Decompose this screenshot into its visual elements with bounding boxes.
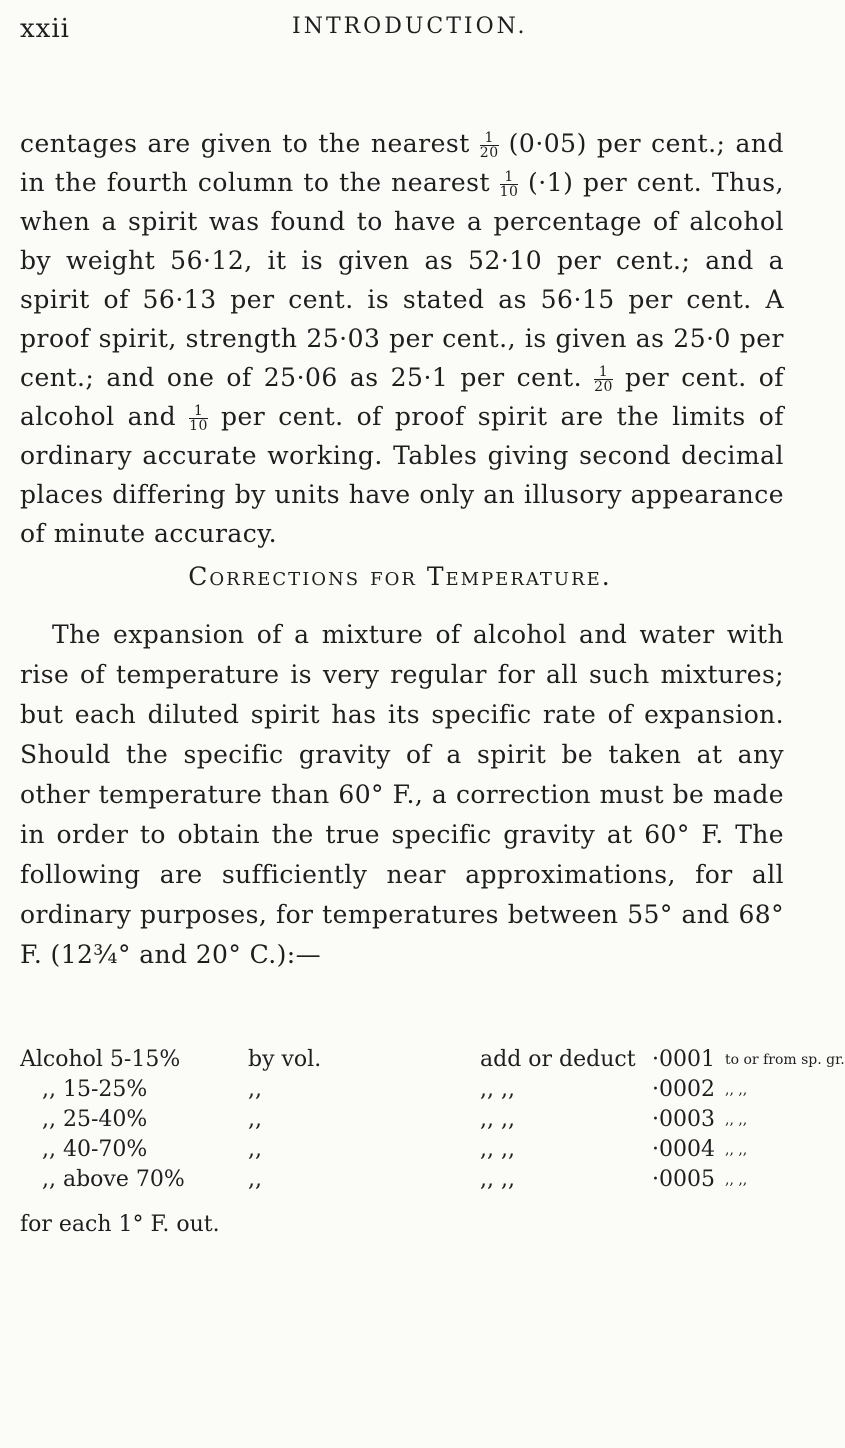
corrections-table: [20, 1045, 845, 1195]
para1-text-4: per cent. of alcohol and: [20, 363, 784, 431]
alcohol-range: Alcohol 5-15%: [20, 1047, 181, 1072]
measure-basis: by vol.: [248, 1047, 322, 1072]
correction-value: ·0003: [652, 1107, 715, 1132]
table-row: [20, 1045, 845, 1075]
correction-action: add or deduct: [480, 1047, 636, 1072]
correction-value: ·0005: [652, 1167, 715, 1192]
running-title: INTRODUCTION.: [292, 14, 528, 39]
table-row: [20, 1165, 790, 1195]
correction-value: ·0002: [652, 1077, 715, 1102]
alcohol-range: ,, 15-25%: [42, 1077, 148, 1102]
correction-action: ,, ,,: [480, 1167, 515, 1192]
correction-value: ·0001: [652, 1047, 715, 1072]
correction-note: to or from sp. gr.: [725, 1052, 845, 1068]
correction-note: ,, ,,: [725, 1142, 748, 1158]
table-row: [20, 1135, 790, 1165]
correction-note: ,, ,,: [725, 1082, 748, 1098]
correction-action: ,, ,,: [480, 1107, 515, 1132]
measure-basis: ,,: [248, 1167, 262, 1192]
para1-text-1: centages are given to the nearest: [20, 129, 480, 158]
table-footnote: for each 1° F. out.: [20, 1212, 220, 1237]
correction-action: ,, ,,: [480, 1077, 515, 1102]
alcohol-range: ,, 40-70%: [42, 1137, 148, 1162]
section-heading: Corrections for Temperature.: [188, 562, 612, 591]
measure-basis: ,,: [248, 1107, 262, 1132]
correction-action: ,, ,,: [480, 1137, 515, 1162]
paragraph-expansion: [20, 615, 784, 975]
running-head: [20, 14, 780, 54]
para1-text-2: (0·05) per cent.; and in the fourth column to the nearest: [20, 129, 784, 197]
table-row: [20, 1075, 790, 1105]
fraction-one-tenth: $\frac{1}{10}$: [499, 169, 519, 200]
correction-note: ,, ,,: [725, 1112, 748, 1128]
correction-note: ,, ,,: [725, 1172, 748, 1188]
table-row: [20, 1105, 790, 1135]
paragraph-percentages: [20, 124, 784, 553]
para1-text-5: per cent. of proof spirit are the limits of ordinary accurate working. Tables giving second decimal places differing by units have only an illusory appearance of minute accuracy.: [20, 402, 785, 548]
alcohol-range: ,, above 70%: [42, 1167, 185, 1192]
measure-basis: ,,: [248, 1077, 262, 1102]
page-number: xxii: [20, 14, 70, 44]
alcohol-range: ,, 25-40%: [42, 1107, 148, 1132]
fraction-one-twentieth: $\frac{1}{20}$: [479, 130, 499, 161]
correction-value: ·0004: [652, 1137, 715, 1162]
fraction-one-tenth-2: $\frac{1}{10}$: [189, 403, 208, 434]
fraction-one-twentieth-2: $\frac{1}{20}$: [594, 364, 613, 395]
expansion-text: The expansion of a mixture of alcohol and water with rise of temperature is very regular for all such mixtures; but each diluted spirit has its specific rate of expansion. Should the specific gravity of a spirit be taken at any other temperature than 60° F., a correction must be made in order to obtain the true specific gravity at 60° F. The following are sufficiently near approximations, for all ordinary purposes, for temperatures between 55° and 68° F. (12¾° and 20° C.):—: [20, 620, 784, 969]
para1-text-3: (·1) per cent. Thus, when a spirit was found to have a percentage of alcohol by weight 56·12, it is given as 52·10 per cent.; and a spirit of 56·13 per cent. is stated as 56·15 per cent. A proof spirit, strength 25·03 per cent., is given as 25·0 per cent.; and one of 25·06 as 25·1 per cent.: [20, 168, 784, 392]
measure-basis: ,,: [248, 1137, 262, 1162]
